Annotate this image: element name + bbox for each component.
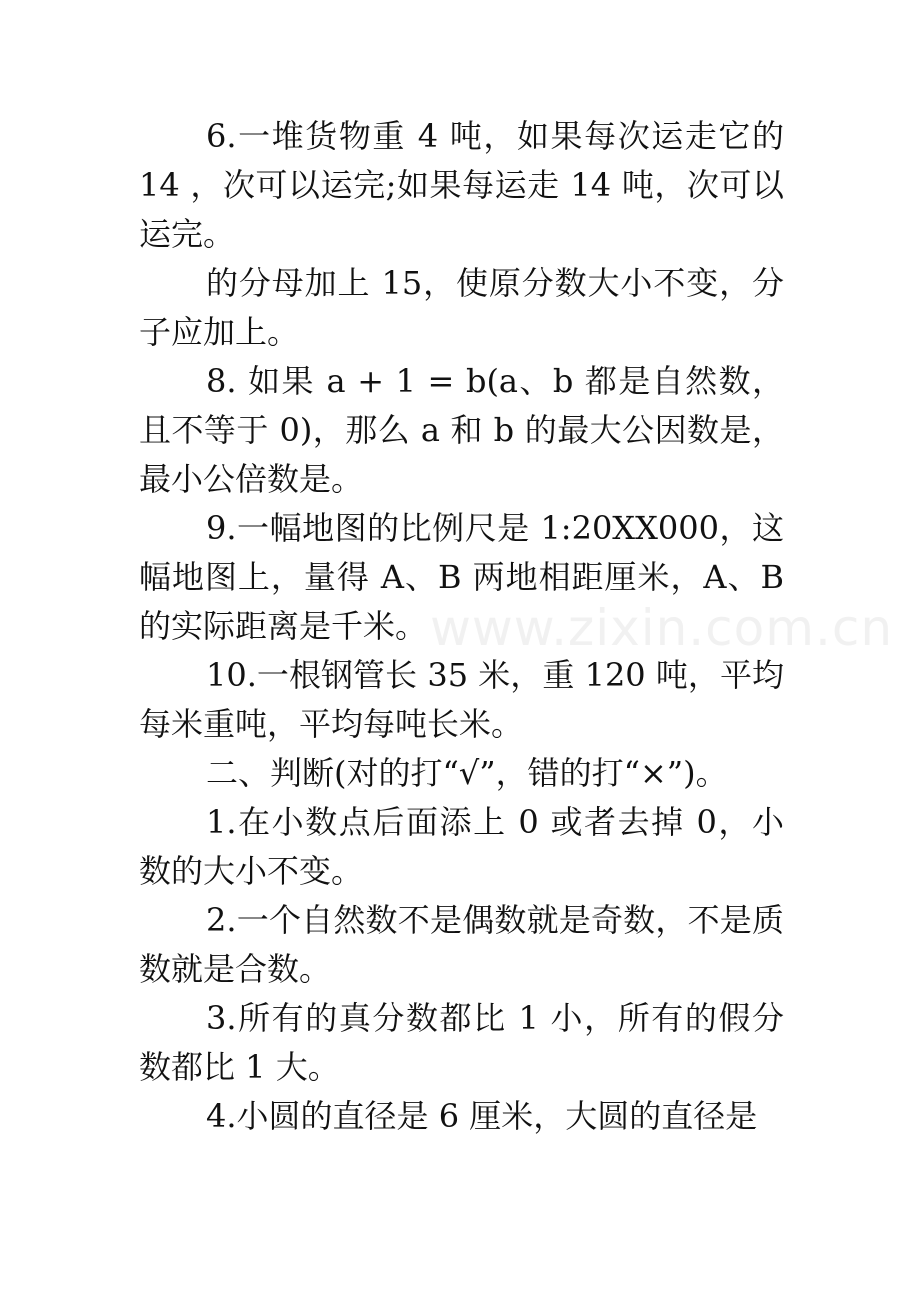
document-body <box>139 112 784 1141</box>
judgement-2: 2.一个自然数不是偶数就是奇数，不是质数就是合数。 <box>139 901 784 988</box>
question-6: 6.一堆货物重 4 吨，如果每次运走它的 14 ，次可以运完;如果每运走 14 吨，次可以运完。 <box>139 117 784 253</box>
section-heading-judgement: 二、判断(对的打“√”，错的打“×”)。 <box>206 754 728 792</box>
question-9: 9.一幅地图的比例尺是 1:20XX000，这幅地图上，量得 A、B 两地相距厘米，A、B 的实际距离是千米。 <box>139 509 784 645</box>
judgement-1: 1.在小数点后面添上 0 或者去掉 0，小数的大小不变。 <box>139 803 784 890</box>
question-8: 8. 如果 a + 1 = b(a、b 都是自然数，且不等于 0)，那么 a 和 b 的最大公因数是，最小公倍数是。 <box>139 362 784 498</box>
question-10: 10.一根钢管长 35 米，重 120 吨，平均每米重吨，平均每吨长米。 <box>139 656 784 743</box>
judgement-3: 3.所有的真分数都比 1 小，所有的假分数都比 1 大。 <box>139 999 784 1086</box>
question-7: 的分母加上 15，使原分数大小不变，分子应加上。 <box>139 264 784 351</box>
watermark: www.zixin.com.cn <box>430 599 894 657</box>
judgement-4: 4.小圆的直径是 6 厘米，大圆的直径是 <box>206 1097 758 1135</box>
